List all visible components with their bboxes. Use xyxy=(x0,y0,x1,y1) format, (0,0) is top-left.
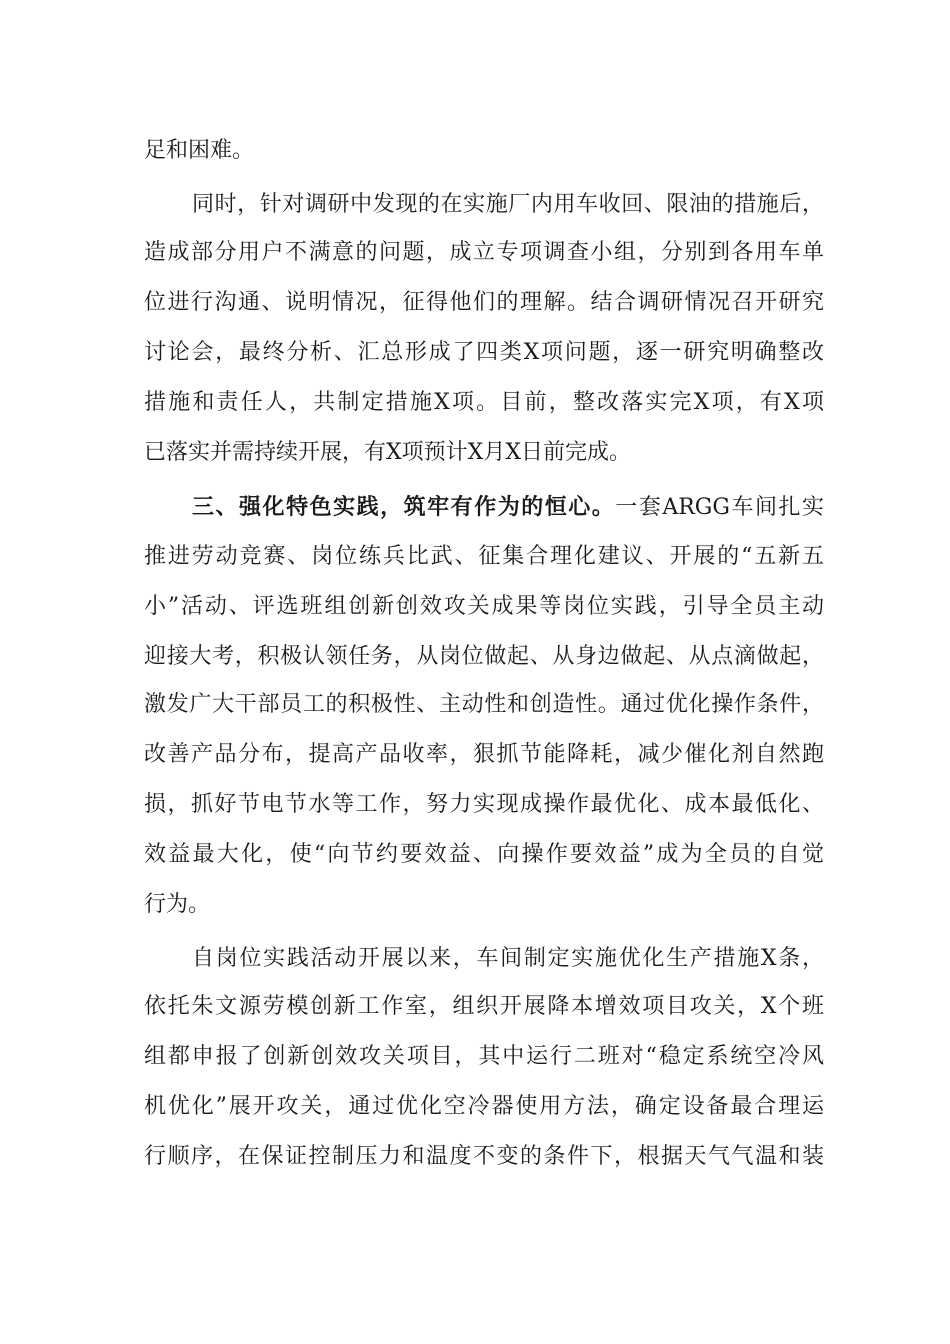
text-line: 措施和责任人，共制定措施X项。目前，整改落实完X项，有X项 xyxy=(144,390,824,415)
text-line: 机优化”展开攻关，通过优化空冷器使用方法，确定设备最合理运 xyxy=(144,1094,824,1119)
heading-line xyxy=(192,487,824,527)
text-line: 位进行沟通、说明情况，征得他们的理解。结合调研情况召开研究 xyxy=(144,290,824,315)
text-span: 一套ARGG车间扎实 xyxy=(615,495,824,520)
text-line: 讨论会，最终分析、汇总形成了四类X项问题，逐一研究明确整改 xyxy=(144,340,824,365)
section-heading: 三、强化特色实践，筑牢有作为的恒心。 xyxy=(192,494,616,520)
text-line: 改善产品分布，提高产品收率，狠抓节能降耗，减少催化剂自然跑 xyxy=(144,742,824,767)
text-line: 小”活动、评选班组创新创效攻关成果等岗位实践，引导全员主动 xyxy=(144,594,824,619)
text-line: 同时，针对调研中发现的在实施厂内用车收回、限油的措施后， xyxy=(192,192,824,217)
text-line: 效益最大化，使“向节约要效益、向操作要效益”成为全员的自觉 xyxy=(144,842,824,867)
text-line: 损，抓好节电节水等工作，努力实现成操作最优化、成本最低化、 xyxy=(144,792,824,817)
text-line: 自岗位实践活动开展以来，车间制定实施优化生产措施X条， xyxy=(192,946,824,971)
text-line: 已落实并需持续开展，有X项预计X月X日前完成。 xyxy=(144,440,631,465)
text-line: 行顺序，在保证控制压力和温度不变的条件下，根据天气气温和装 xyxy=(144,1144,824,1169)
text-line: 迎接大考，积极认领任务，从岗位做起、从身边做起、从点滴做起， xyxy=(144,644,824,669)
text-line: 足和困难。 xyxy=(144,138,255,163)
text-line: 组都申报了创新创效攻关项目，其中运行二班对“稳定系统空冷风 xyxy=(144,1044,824,1069)
text-line: 行为。 xyxy=(144,892,211,917)
text-line: 造成部分用户不满意的问题，成立专项调查小组，分别到各用车单 xyxy=(144,240,824,265)
text-line: 激发广大干部员工的积极性、主动性和创造性。通过优化操作条件， xyxy=(144,692,824,717)
text-line: 推进劳动竞赛、岗位练兵比武、征集合理化建议、开展的“五新五 xyxy=(144,544,824,569)
text-line: 依托朱文源劳模创新工作室，组织开展降本增效项目攻关，X个班 xyxy=(144,994,824,1019)
